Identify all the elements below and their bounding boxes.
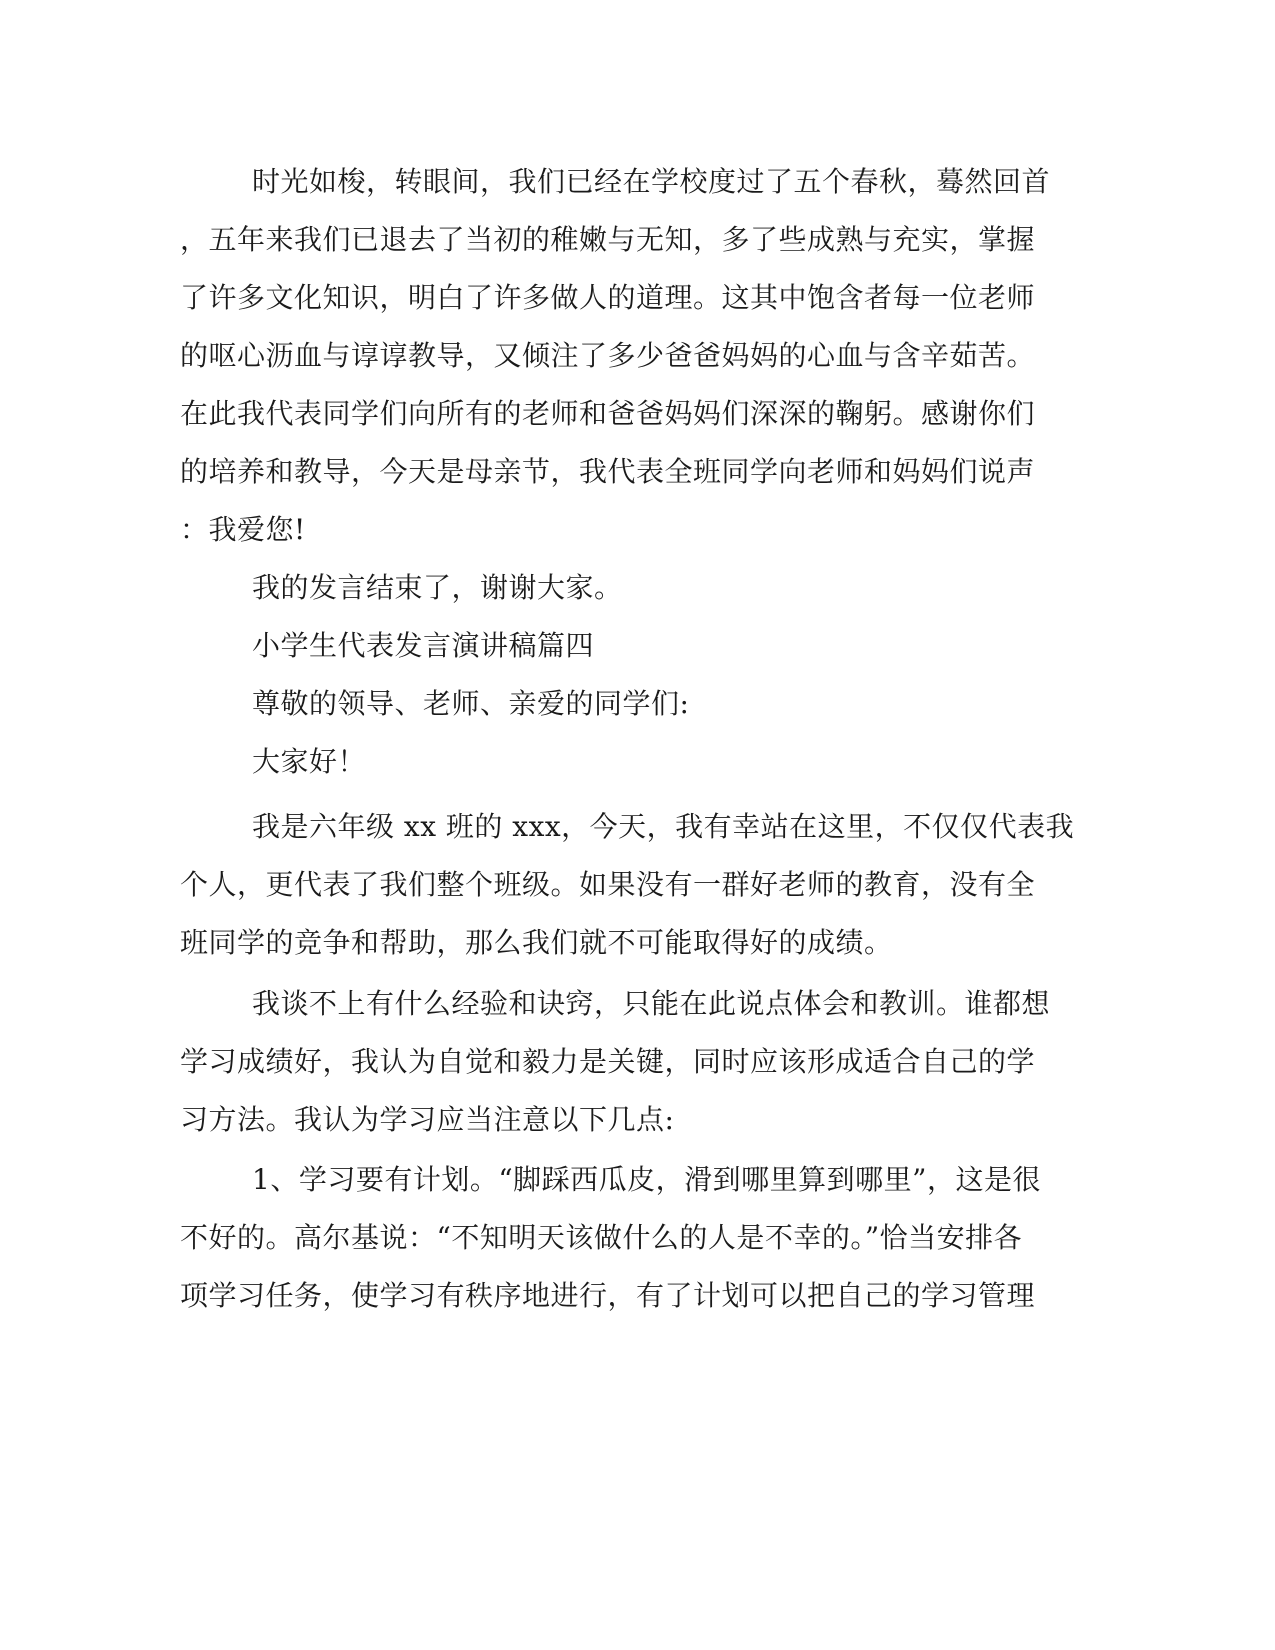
text-line: 1、学习要有计划。“脚踩西瓜皮，滑到哪里算到哪里”，这是很 — [252, 1163, 1041, 1196]
text-line: ：我爱您! — [180, 513, 306, 546]
section-heading: 小学生代表发言演讲稿篇四 — [252, 629, 595, 662]
text-line: 学习成绩好，我认为自觉和毅力是关键，同时应该形成适合自己的学 — [180, 1045, 1036, 1078]
salutation: 尊敬的领导、老师、亲爱的同学们: — [252, 687, 690, 720]
text-line: 在此我代表同学们向所有的老师和爸爸妈妈们深深的鞠躬。感谢你们 — [180, 397, 1036, 430]
text-line: 的呕心沥血与谆谆教导，又倾注了多少爸爸妈妈的心血与含辛茹苦。 — [180, 339, 1036, 372]
text-line: 习方法。我认为学习应当注意以下几点: — [180, 1103, 675, 1136]
text-line: 时光如梭，转眼间，我们已经在学校度过了五个春秋，蓦然回首 — [252, 165, 1051, 198]
text-line: 我谈不上有什么经验和诀窍，只能在此说点体会和教训。谁都想 — [252, 987, 1051, 1020]
greeting: 大家好！ — [252, 745, 367, 778]
text-line: 班同学的竞争和帮助，那么我们就不可能取得好的成绩。 — [180, 926, 893, 959]
text-line: 我的发言结束了，谢谢大家。 — [252, 571, 623, 604]
text-line: 了许多文化知识，明白了许多做人的道理。这其中饱含者每一位老师 — [180, 281, 1036, 314]
text-line: 的培养和教导，今天是母亲节，我代表全班同学向老师和妈妈们说声 — [180, 455, 1036, 488]
text-line: 我是六年级 xx 班的 xxx，今天，我有幸站在这里，不仅仅代表我 — [252, 810, 1075, 843]
text-line: ，五年来我们已退去了当初的稚嫩与无知，多了些成熟与充实，掌握 — [180, 223, 1036, 256]
text-line: 项学习任务，使学习有秩序地进行，有了计划可以把自己的学习管理 — [180, 1279, 1036, 1312]
text-line: 个人，更代表了我们整个班级。如果没有一群好老师的教育，没有全 — [180, 868, 1036, 901]
text-line: 不好的。高尔基说：“不知明天该做什么的人是不幸的。”恰当安排各 — [180, 1221, 1023, 1254]
